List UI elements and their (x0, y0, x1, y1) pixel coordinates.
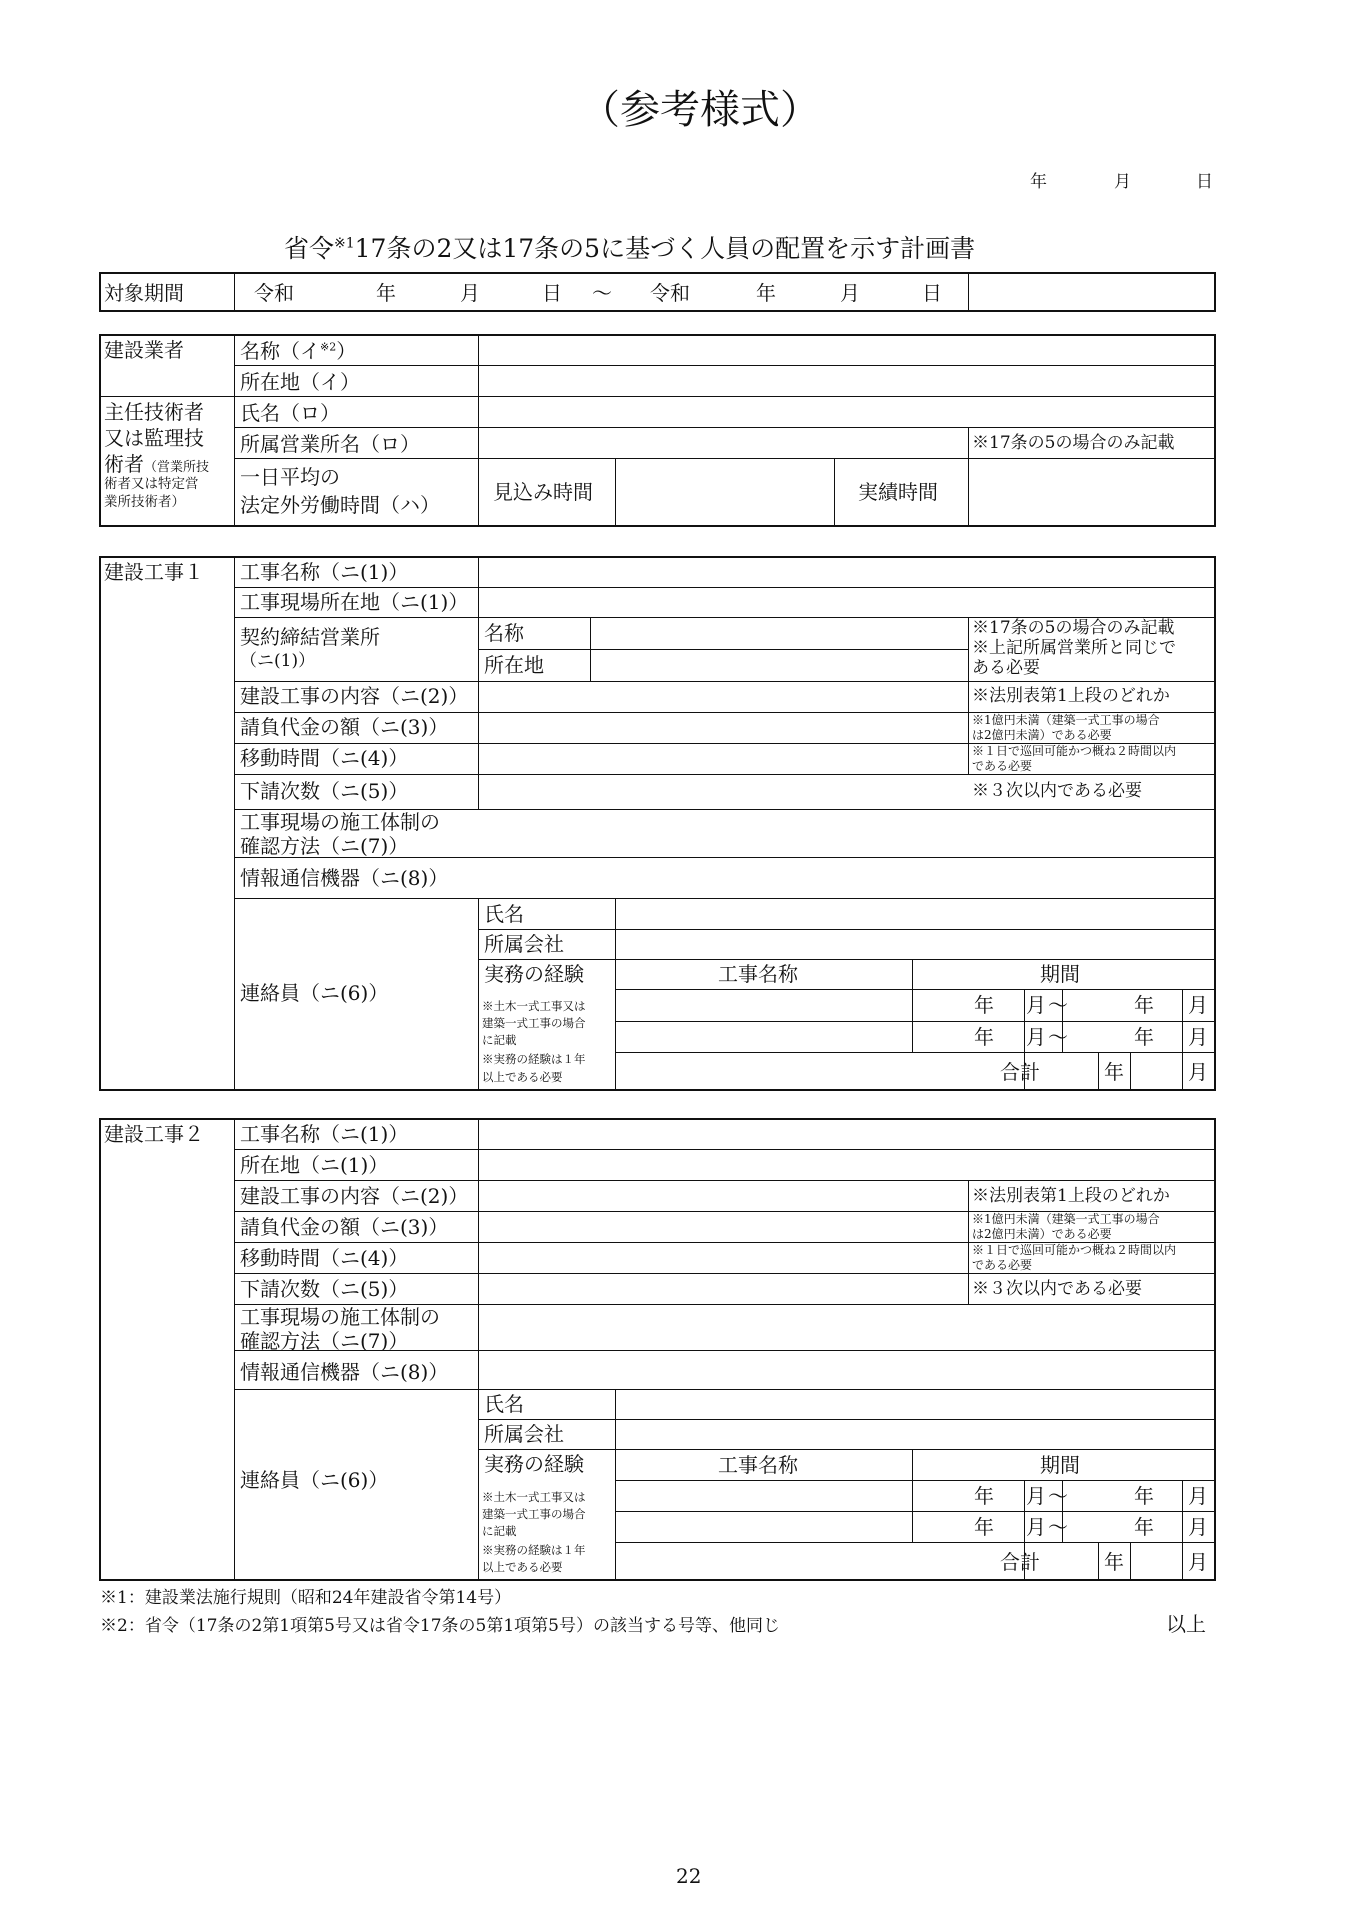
work1-liaison-note-4: ※実務の経験は１年 (482, 1052, 586, 1066)
contractor-name-label (240, 341, 356, 361)
divider (1130, 1542, 1131, 1581)
work1-office-label-1: 契約締結営業所 (240, 625, 380, 649)
document-title (284, 236, 975, 261)
work2-exp-row2-work-input[interactable] (617, 1513, 910, 1541)
work2-liaison-name-input[interactable] (617, 1391, 1214, 1418)
work2-liaison-note-1: ※土木一式工事又は (482, 1490, 586, 1504)
work2-exp-row1-year-end: 年 (1134, 1484, 1154, 1508)
period-day-end: 日 (922, 281, 942, 305)
work2-liaison-company-input[interactable] (617, 1421, 1214, 1448)
work2-exp-row2-year-end: 年 (1134, 1515, 1154, 1539)
work2-sub-note: ※３次以内である必要 (972, 1279, 1142, 1299)
work1-exp-row1-month-start: 月 (1026, 993, 1046, 1017)
divider (234, 681, 1216, 682)
work1-exp-row1-work-input[interactable] (617, 991, 910, 1020)
engineer-office-input[interactable] (480, 429, 966, 457)
work2-exp-row2-month-start: 月 (1026, 1515, 1046, 1539)
divider (478, 649, 968, 650)
contractor-name-sup: ※2 (320, 340, 337, 354)
work2-confirm-label-2: 確認方法（ニ(7)） (240, 1329, 409, 1353)
overtime-actual-input[interactable] (970, 460, 1214, 525)
divider (615, 458, 616, 527)
divider (615, 1389, 616, 1581)
divider (1182, 1480, 1183, 1581)
divider (615, 1542, 1216, 1543)
overtime-actual-label: 実績時間 (858, 480, 938, 504)
work1-ict-label: 情報通信機器（ニ(8)） (240, 866, 449, 890)
period-label: 対象期間 (104, 281, 184, 305)
work2-liaison-exp-label: 実務の経験 (484, 1452, 584, 1476)
engineer-office-note: ※17条の5の場合のみ記載 (972, 433, 1175, 453)
work1-liaison-company-label: 所属会社 (484, 932, 564, 956)
divider (234, 365, 1216, 366)
work1-exp-row1-year-end: 年 (1134, 993, 1154, 1017)
work2-confirm-input[interactable] (480, 1306, 1214, 1349)
work1-liaison-name-input[interactable] (617, 900, 1214, 928)
work1-exp-row2-year-start: 年 (974, 1025, 994, 1049)
date-day: 日 (1196, 172, 1213, 192)
divider (234, 1273, 1216, 1274)
work2-liaison-work-header: 工事名称 (718, 1453, 798, 1477)
divider (478, 1419, 1216, 1420)
divider (99, 396, 1216, 397)
work1-office-label-2: （ニ(1)） (240, 651, 316, 671)
work1-content-note: ※法別表第1上段のどれか (972, 686, 1170, 706)
work2-amount-note-1: ※1億円未満（建築一式工事の場合 (972, 1212, 1160, 1226)
divider (1182, 989, 1183, 1091)
work2-liaison-note-5: 以上である必要 (482, 1560, 563, 1574)
work1-content-label: 建設工事の内容（ニ(2)） (240, 684, 469, 708)
period-reiwa-start: 令和 (254, 281, 294, 305)
divider (234, 458, 1216, 459)
work1-confirm-input[interactable] (480, 811, 1214, 856)
work1-liaison-note-3: に記載 (482, 1033, 517, 1047)
work2-liaison-company-label: 所属会社 (484, 1422, 564, 1446)
work1-amount-note-2: は2億円未満）である必要 (972, 728, 1112, 742)
divider (968, 617, 969, 774)
work1-liaison-label: 連絡員（ニ(6)） (240, 981, 389, 1005)
work1-liaison-note-5: 以上である必要 (482, 1070, 563, 1084)
work1-exp-row1-tilde: 〜 (1048, 993, 1068, 1017)
work1-liaison-name-label: 氏名 (484, 902, 524, 926)
divider (615, 1511, 1216, 1512)
divider (615, 898, 616, 1091)
divider (615, 1480, 1216, 1481)
work1-ict-input[interactable] (480, 859, 1214, 897)
work1-name-input[interactable] (480, 558, 1214, 586)
work2-sub-label: 下請次数（ニ(5)） (240, 1277, 409, 1301)
work2-exp-row1-year-start: 年 (974, 1484, 994, 1508)
date-month: 月 (1114, 172, 1131, 192)
work1-travel-note-2: である必要 (972, 759, 1033, 773)
contractor-name-text: 名称（イ (240, 339, 320, 363)
work2-content-label: 建設工事の内容（ニ(2)） (240, 1184, 469, 1208)
work1-exp-row2-year-end: 年 (1134, 1025, 1154, 1049)
contractor-label: 建設業者 (104, 338, 184, 362)
document-title-pre: 省令 (284, 234, 335, 263)
divider (615, 1021, 1216, 1022)
divider (234, 556, 235, 1091)
work2-travel-note-2: である必要 (972, 1258, 1033, 1272)
work1-office-note-2: ※上記所属営業所と同じで (972, 638, 1176, 658)
work1-amount-input[interactable] (480, 714, 966, 742)
work1-exp-row2-tilde: 〜 (1048, 1025, 1068, 1049)
work2-amount-label: 請負代金の額（ニ(3)） (240, 1215, 449, 1239)
document-title-sup: ※1 (334, 235, 355, 252)
period-year-start: 年 (376, 281, 396, 305)
period-tilde: 〜 (592, 281, 612, 305)
divider (478, 898, 479, 1091)
work1-site-label: 工事現場所在地（ニ(1)） (240, 590, 469, 614)
contractor-address-input[interactable] (480, 367, 1214, 395)
divider (234, 1180, 1216, 1181)
work1-exp-row2-work-input[interactable] (617, 1023, 910, 1051)
engineer-label-3 (104, 454, 209, 474)
divider (478, 959, 1216, 960)
work1-liaison-note-1: ※土木一式工事又は (482, 999, 586, 1013)
work2-exp-row1-tilde: 〜 (1048, 1484, 1068, 1508)
divider (234, 774, 1216, 775)
work1-sub-note: ※３次以内である必要 (972, 781, 1142, 801)
work2-sub-input[interactable] (480, 1275, 966, 1303)
work2-exp-row1-work-input[interactable] (617, 1482, 910, 1510)
period-input[interactable] (970, 274, 1214, 310)
footnote-2: ※2：省令（17条の2第1項第5号又は省令17条の5第1項第5号）の該当する号等、他同じ (100, 1616, 780, 1636)
date-year: 年 (1030, 172, 1047, 192)
work1-office-addr-input[interactable] (592, 651, 966, 680)
work1-amount-note-1: ※1億円未満（建築一式工事の場合 (972, 713, 1160, 727)
work2-site-input[interactable] (480, 1151, 1214, 1179)
work1-travel-label: 移動時間（ニ(4)） (240, 746, 409, 770)
divider (615, 1052, 1216, 1053)
divider (478, 929, 1216, 930)
work1-travel-note-1: ※１日で巡回可能かつ概ね２時間以内 (972, 744, 1177, 758)
work1-liaison-period-header: 期間 (1040, 962, 1080, 986)
work2-label: 建設工事２ (104, 1122, 204, 1146)
period-month-start: 月 (460, 281, 480, 305)
divider (1098, 1052, 1099, 1091)
work1-office-note-3: ある必要 (972, 658, 1040, 678)
overtime-expected-label: 見込み時間 (493, 480, 593, 504)
engineer-label-1: 主任技術者 (104, 400, 204, 424)
work1-confirm-label-2: 確認方法（ニ(7)） (240, 834, 409, 858)
work1-travel-input[interactable] (480, 745, 966, 773)
page-title: （参考様式） (580, 87, 820, 133)
divider (1130, 1052, 1131, 1091)
engineer-name-label: 氏名（ロ） (240, 401, 340, 425)
overtime-label-1: 一日平均の (240, 465, 340, 489)
work2-content-note: ※法別表第1上段のどれか (972, 1186, 1170, 1206)
period-reiwa-end: 令和 (650, 281, 690, 305)
work2-travel-label: 移動時間（ニ(4)） (240, 1246, 409, 1270)
divider (234, 1149, 1216, 1150)
page-number: 22 (676, 1864, 702, 1888)
divider (478, 556, 479, 809)
work1-office-note-1: ※17条の5の場合のみ記載 (972, 618, 1175, 638)
work1-sub-label: 下請次数（ニ(5)） (240, 779, 409, 803)
overtime-expected-input[interactable] (617, 460, 832, 525)
contractor-name-close: ） (336, 339, 357, 363)
divider (968, 427, 969, 527)
work1-liaison-work-header: 工事名称 (718, 962, 798, 986)
work1-exp-row1-year-start: 年 (974, 993, 994, 1017)
work1-total-year: 年 (1104, 1060, 1124, 1084)
work2-exp-row2-year-start: 年 (974, 1515, 994, 1539)
divider (615, 989, 1216, 990)
work2-liaison-note-4: ※実務の経験は１年 (482, 1543, 586, 1557)
divider (234, 334, 235, 527)
divider (234, 587, 1216, 588)
work2-total-year: 年 (1104, 1550, 1124, 1574)
period-month-end: 月 (840, 281, 860, 305)
footnote-1: ※1：建設業法施行規則（昭和24年建設省令第14号） (100, 1588, 512, 1608)
work2-amount-input[interactable] (480, 1213, 966, 1241)
work1-exp-row1-month-end: 月 (1188, 993, 1208, 1017)
divider (834, 458, 835, 527)
work2-liaison-note-2: 建築一式工事の場合 (482, 1507, 586, 1521)
work2-exp-row2-tilde: 〜 (1048, 1515, 1068, 1539)
divider (912, 1449, 913, 1542)
divider (234, 1389, 1216, 1390)
work1-total-label: 合計 (1000, 1060, 1040, 1084)
work1-amount-label: 請負代金の額（ニ(3)） (240, 715, 449, 739)
period-day-start: 日 (542, 281, 562, 305)
work2-confirm-label-1: 工事現場の施工体制の (240, 1305, 440, 1329)
work1-office-name-input[interactable] (592, 619, 966, 648)
contractor-name-input[interactable] (480, 336, 1214, 364)
document-title-post: 17条の2又は17条の5に基づく人員の配置を示す計画書 (354, 234, 976, 263)
engineer-label-2: 又は監理技 (104, 426, 204, 450)
work2-name-label: 工事名称（ニ(1)） (240, 1122, 409, 1146)
divider (1098, 1542, 1099, 1581)
divider (234, 898, 1216, 899)
work2-liaison-name-label: 氏名 (484, 1392, 524, 1416)
work2-total-month: 月 (1188, 1550, 1208, 1574)
engineer-label-4: 術者又は特定営 (104, 476, 199, 492)
divider (234, 272, 235, 312)
work2-liaison-label: 連絡員（ニ(6)） (240, 1468, 389, 1492)
engineer-label-paren: （営業所技 (144, 460, 210, 475)
contractor-address-label: 所在地（イ） (240, 370, 360, 394)
work2-content-input[interactable] (480, 1182, 966, 1210)
work1-liaison-company-input[interactable] (617, 931, 1214, 958)
overtime-label-2: 法定外労働時間（ハ） (240, 493, 440, 517)
work1-exp-row2-month-end: 月 (1188, 1025, 1208, 1049)
engineer-label-3-text: 術者 (104, 452, 144, 476)
work2-liaison-note-3: に記載 (482, 1524, 517, 1538)
divider (912, 959, 913, 1052)
divider (968, 1180, 969, 1304)
work1-site-input[interactable] (480, 589, 1214, 616)
engineer-name-input[interactable] (480, 398, 1214, 426)
period-year-end: 年 (756, 281, 776, 305)
work2-travel-input[interactable] (480, 1244, 966, 1272)
work1-name-label: 工事名称（ニ(1)） (240, 560, 409, 584)
work1-label: 建設工事１ (104, 560, 204, 584)
work1-liaison-note-2: 建築一式工事の場合 (482, 1016, 586, 1030)
divider (478, 334, 479, 527)
work2-ict-label: 情報通信機器（ニ(8)） (240, 1360, 449, 1384)
work1-office-addr-label: 所在地 (484, 653, 544, 677)
work2-ict-input[interactable] (480, 1352, 1214, 1388)
divider (234, 427, 1216, 428)
work1-total-month: 月 (1188, 1060, 1208, 1084)
work1-sub-input[interactable] (480, 776, 966, 808)
work2-exp-row1-month-end: 月 (1188, 1484, 1208, 1508)
end-mark: 以上 (1166, 1612, 1206, 1636)
engineer-label-5: 業所技術者） (104, 494, 185, 510)
divider (968, 272, 969, 312)
work1-confirm-label-1: 工事現場の施工体制の (240, 810, 440, 834)
divider (590, 617, 591, 681)
work2-name-input[interactable] (480, 1120, 1214, 1148)
work2-site-label: 所在地（ニ(1)） (240, 1153, 389, 1177)
work1-liaison-exp-label: 実務の経験 (484, 962, 584, 986)
work2-liaison-period-header: 期間 (1040, 1453, 1080, 1477)
work1-exp-row2-month-start: 月 (1026, 1025, 1046, 1049)
work2-amount-note-2: は2億円未満）である必要 (972, 1227, 1112, 1241)
work1-office-name-label: 名称 (484, 621, 524, 645)
engineer-office-label: 所属営業所名（ロ） (240, 432, 420, 456)
work2-total-label: 合計 (1000, 1550, 1040, 1574)
work1-content-input[interactable] (480, 683, 966, 711)
work2-exp-row1-month-start: 月 (1026, 1484, 1046, 1508)
work2-travel-note-1: ※１日で巡回可能かつ概ね２時間以内 (972, 1243, 1177, 1257)
work2-exp-row2-month-end: 月 (1188, 1515, 1208, 1539)
divider (478, 1449, 1216, 1450)
